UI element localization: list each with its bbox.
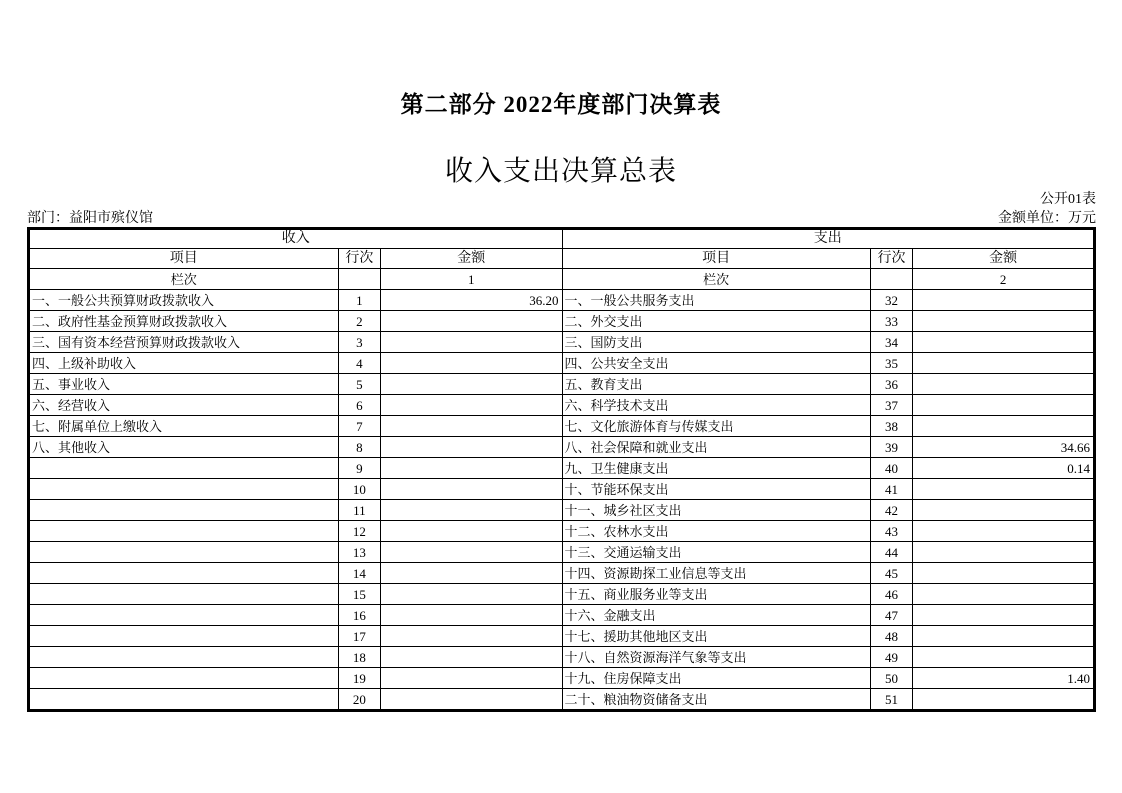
income-col-item: 项目 — [30, 249, 339, 269]
row-amount — [381, 458, 562, 479]
table-title: 收入支出决算总表 — [444, 156, 677, 187]
row-number: 10 — [338, 479, 381, 500]
table-row — [562, 542, 1094, 563]
table-row — [30, 500, 562, 521]
income-section-header: 收入 — [30, 230, 562, 249]
table-code: 公开01表 — [1040, 192, 1096, 207]
table-row — [30, 689, 562, 710]
table-row — [30, 353, 562, 374]
row-item-label — [30, 542, 339, 563]
department-label: 部门：益阳市殡仪馆 — [27, 211, 153, 226]
row-number: 18 — [338, 647, 381, 668]
row-amount — [913, 353, 1094, 374]
part-title: 第二部分 2022年度部门决算表 — [400, 92, 722, 117]
row-item-label: 十一、城乡社区支出 — [562, 500, 870, 521]
expense-col-item: 项目 — [562, 249, 870, 269]
table-row — [562, 479, 1094, 500]
income-table — [29, 229, 562, 710]
row-number: 32 — [870, 290, 913, 311]
row-number: 11 — [338, 500, 381, 521]
table-row — [30, 584, 562, 605]
row-amount: 1.40 — [913, 668, 1094, 689]
row-item-label: 六、科学技术支出 — [562, 395, 870, 416]
row-number: 48 — [870, 626, 913, 647]
row-number: 20 — [338, 689, 381, 710]
row-number: 38 — [870, 416, 913, 437]
row-number: 36 — [870, 374, 913, 395]
table-row — [30, 626, 562, 647]
row-number: 7 — [338, 416, 381, 437]
row-amount — [381, 542, 562, 563]
table-row — [30, 437, 562, 458]
row-number: 45 — [870, 563, 913, 584]
row-item-label: 八、其他收入 — [30, 437, 339, 458]
row-amount — [913, 689, 1094, 710]
table-row — [30, 647, 562, 668]
row-amount — [381, 416, 562, 437]
row-number: 13 — [338, 542, 381, 563]
row-number: 33 — [870, 311, 913, 332]
table-row — [562, 290, 1094, 311]
income-lanci-label: 栏次 — [30, 269, 339, 290]
row-item-label: 三、国有资本经营预算财政拨款收入 — [30, 332, 339, 353]
row-amount — [381, 311, 562, 332]
row-number: 37 — [870, 395, 913, 416]
table-row — [30, 668, 562, 689]
row-item-label: 五、教育支出 — [562, 374, 870, 395]
expense-lanci-label: 栏次 — [562, 269, 870, 290]
table-row — [30, 563, 562, 584]
row-number: 35 — [870, 353, 913, 374]
row-number: 12 — [338, 521, 381, 542]
row-item-label: 五、事业收入 — [30, 374, 339, 395]
expense-section-row — [562, 230, 1094, 249]
table-row — [562, 647, 1094, 668]
row-item-label: 二十、粮油物资储备支出 — [562, 689, 870, 710]
row-item-label: 四、公共安全支出 — [562, 353, 870, 374]
row-number: 44 — [870, 542, 913, 563]
row-amount — [381, 563, 562, 584]
row-amount: 34.66 — [913, 437, 1094, 458]
table-row — [30, 290, 562, 311]
row-item-label: 二、政府性基金预算财政拨款收入 — [30, 311, 339, 332]
row-item-label — [30, 500, 339, 521]
row-number: 16 — [338, 605, 381, 626]
row-amount — [381, 521, 562, 542]
row-number: 1 — [338, 290, 381, 311]
row-number: 5 — [338, 374, 381, 395]
row-item-label: 十七、援助其他地区支出 — [562, 626, 870, 647]
row-number: 2 — [338, 311, 381, 332]
row-item-label: 三、国防支出 — [562, 332, 870, 353]
table-row — [562, 605, 1094, 626]
row-amount — [381, 353, 562, 374]
row-item-label: 一、一般公共服务支出 — [562, 290, 870, 311]
row-amount — [913, 395, 1094, 416]
row-amount — [913, 374, 1094, 395]
row-item-label — [30, 605, 339, 626]
expense-table — [562, 229, 1095, 710]
expense-section-header: 支出 — [562, 230, 1094, 249]
row-item-label: 十二、农林水支出 — [562, 521, 870, 542]
table-row — [562, 395, 1094, 416]
row-number: 4 — [338, 353, 381, 374]
table-row — [562, 500, 1094, 521]
table-row — [562, 311, 1094, 332]
row-item-label: 一、一般公共预算财政拨款收入 — [30, 290, 339, 311]
table-row — [562, 374, 1094, 395]
table-row — [30, 605, 562, 626]
row-item-label — [30, 521, 339, 542]
row-amount — [913, 521, 1094, 542]
row-amount — [913, 479, 1094, 500]
row-item-label — [30, 479, 339, 500]
expense-col-amount: 金额 — [913, 249, 1094, 269]
row-number: 41 — [870, 479, 913, 500]
row-amount — [381, 437, 562, 458]
table-row — [562, 563, 1094, 584]
table-row — [562, 458, 1094, 479]
table-row — [30, 395, 562, 416]
row-item-label — [30, 668, 339, 689]
row-amount — [381, 395, 562, 416]
summary-table — [27, 227, 1096, 712]
row-amount — [913, 332, 1094, 353]
row-amount — [381, 626, 562, 647]
expense-lanci-empty — [870, 269, 913, 290]
row-item-label: 二、外交支出 — [562, 311, 870, 332]
row-number: 3 — [338, 332, 381, 353]
expense-body — [562, 290, 1094, 710]
row-item-label — [30, 584, 339, 605]
row-amount — [381, 605, 562, 626]
income-lanci-row — [30, 269, 562, 290]
income-columns-row — [30, 249, 562, 269]
row-number: 9 — [338, 458, 381, 479]
income-lanci-empty — [338, 269, 381, 290]
row-amount — [913, 626, 1094, 647]
income-section-row — [30, 230, 562, 249]
row-item-label — [30, 647, 339, 668]
table-row — [30, 458, 562, 479]
row-amount — [381, 689, 562, 710]
row-item-label: 七、附属单位上缴收入 — [30, 416, 339, 437]
meta-line — [27, 207, 1096, 227]
row-item-label: 十四、资源勘探工业信息等支出 — [562, 563, 870, 584]
row-number: 14 — [338, 563, 381, 584]
table-row — [562, 689, 1094, 710]
row-amount — [381, 500, 562, 521]
row-number: 50 — [870, 668, 913, 689]
table-row — [562, 353, 1094, 374]
row-item-label: 十三、交通运输支出 — [562, 542, 870, 563]
row-amount — [381, 479, 562, 500]
table-row — [562, 416, 1094, 437]
table-row — [30, 479, 562, 500]
row-item-label: 十九、住房保障支出 — [562, 668, 870, 689]
row-item-label — [30, 458, 339, 479]
row-item-label: 六、经营收入 — [30, 395, 339, 416]
row-amount — [913, 500, 1094, 521]
table-row — [30, 311, 562, 332]
row-item-label — [30, 626, 339, 647]
table-row — [562, 521, 1094, 542]
row-number: 42 — [870, 500, 913, 521]
row-item-label: 十、节能环保支出 — [562, 479, 870, 500]
row-number: 17 — [338, 626, 381, 647]
row-number: 40 — [870, 458, 913, 479]
table-row — [562, 437, 1094, 458]
row-amount — [913, 311, 1094, 332]
row-number: 49 — [870, 647, 913, 668]
expense-lanci-row — [562, 269, 1094, 290]
unit-label: 金额单位：万元 — [998, 211, 1096, 226]
row-amount — [381, 584, 562, 605]
table-row — [562, 584, 1094, 605]
row-amount — [381, 668, 562, 689]
row-amount — [381, 374, 562, 395]
row-item-label: 十五、商业服务业等支出 — [562, 584, 870, 605]
row-number: 47 — [870, 605, 913, 626]
row-number: 15 — [338, 584, 381, 605]
table-row — [30, 332, 562, 353]
row-amount: 36.20 — [381, 290, 562, 311]
row-item-label: 十六、金融支出 — [562, 605, 870, 626]
row-number: 51 — [870, 689, 913, 710]
table-row — [30, 416, 562, 437]
row-amount — [381, 647, 562, 668]
table-row — [562, 332, 1094, 353]
row-amount — [913, 605, 1094, 626]
row-item-label: 九、卫生健康支出 — [562, 458, 870, 479]
row-item-label — [30, 563, 339, 584]
table-row — [562, 668, 1094, 689]
row-amount — [913, 647, 1094, 668]
income-col-index: 1 — [381, 269, 562, 290]
row-amount — [913, 584, 1094, 605]
row-amount — [913, 542, 1094, 563]
table-row — [562, 626, 1094, 647]
row-amount — [913, 563, 1094, 584]
row-item-label — [30, 689, 339, 710]
row-item-label: 八、社会保障和就业支出 — [562, 437, 870, 458]
row-amount: 0.14 — [913, 458, 1094, 479]
expense-col-index: 2 — [913, 269, 1094, 290]
row-number: 8 — [338, 437, 381, 458]
row-number: 19 — [338, 668, 381, 689]
income-col-rowno: 行次 — [338, 249, 381, 269]
row-amount — [381, 332, 562, 353]
income-body — [30, 290, 562, 710]
expense-columns-row — [562, 249, 1094, 269]
row-number: 39 — [870, 437, 913, 458]
expense-col-rowno: 行次 — [870, 249, 913, 269]
table-row — [30, 521, 562, 542]
row-amount — [913, 416, 1094, 437]
row-item-label: 四、上级补助收入 — [30, 353, 339, 374]
table-row — [30, 542, 562, 563]
row-number: 43 — [870, 521, 913, 542]
table-row — [30, 374, 562, 395]
income-col-amount: 金额 — [381, 249, 562, 269]
row-number: 6 — [338, 395, 381, 416]
row-number: 46 — [870, 584, 913, 605]
row-amount — [913, 290, 1094, 311]
row-item-label: 十八、自然资源海洋气象等支出 — [562, 647, 870, 668]
row-number: 34 — [870, 332, 913, 353]
row-item-label: 七、文化旅游体育与传媒支出 — [562, 416, 870, 437]
